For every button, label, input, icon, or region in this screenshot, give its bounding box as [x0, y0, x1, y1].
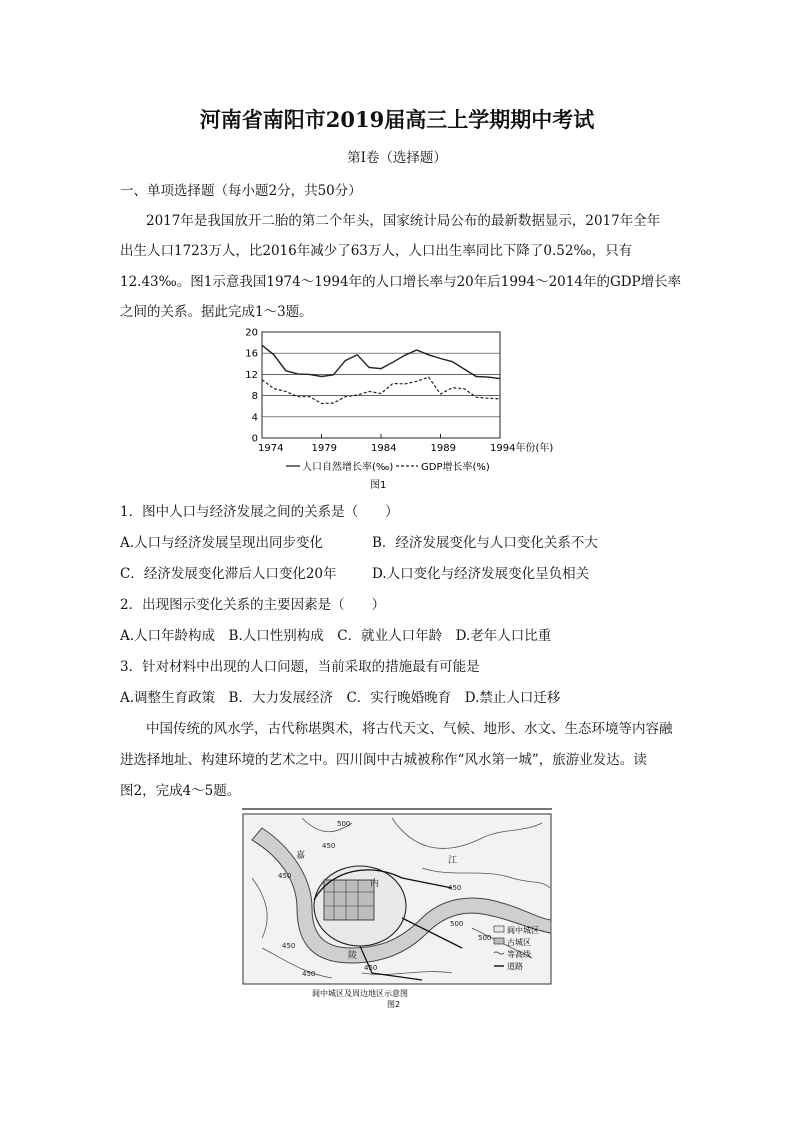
series-gdp-growth-line: [262, 377, 500, 403]
question-2: 2．出现图示变化关系的主要因素是（ ）: [120, 597, 386, 613]
x-tick-label: 1974: [258, 443, 284, 454]
contour-label: 450: [322, 842, 336, 850]
figure2-inner-caption: 阆中城区及周边地区示意图: [312, 989, 408, 998]
legend-item: 古城区: [507, 938, 531, 947]
x-tick-label: 1984: [371, 443, 397, 454]
map-label: 嘉: [296, 851, 306, 861]
x-tick-label: 1994年份(年): [490, 443, 554, 454]
contour-label: 450: [302, 970, 316, 978]
figure2-map: [242, 808, 554, 1008]
y-tick-label: 16: [245, 348, 258, 360]
y-tick-label: 12: [245, 369, 258, 381]
series-population-growth-line: [262, 345, 500, 378]
contour-label: 450: [364, 964, 378, 972]
passage1-line: 出生人口1723万人，比2016年减少了63万人，人口出生率同比下降了0.52‰，只有: [120, 243, 633, 259]
option-1d: D.人口变化与经济发展变化呈负相关: [372, 566, 590, 582]
legend-item: 道路: [507, 962, 523, 971]
figure1-chart: [238, 326, 558, 494]
passage1-line: 12.43‰。图1示意我国1974～1994年的人口增长率与20年后1994～2014年的GDP增长率: [120, 274, 682, 290]
figure1: [238, 326, 558, 498]
contour-label: 450: [278, 872, 292, 880]
page-title: 河南省南阳市2019届高三上学期期中考试: [199, 107, 595, 132]
contour-label: 450: [282, 942, 296, 950]
map-label: 内: [370, 879, 380, 889]
passage2-line: 进选择地址、构建环境的艺术之中。四川阆中古城被称作“风水第一城”，旅游业发达。读: [120, 752, 647, 768]
option-1a: A.人口与经济发展呈现出同步变化: [120, 535, 324, 551]
plot-frame: [262, 332, 500, 438]
map-label: 江: [448, 856, 458, 866]
passage1-line: 之间的关系。据此完成1～3题。: [120, 304, 313, 320]
y-tick-label: 0: [251, 433, 258, 445]
city-area: [314, 866, 406, 946]
option-1c: C．经济发展变化滞后人口变化20年: [120, 566, 337, 582]
x-tick-label: 1989: [430, 443, 456, 454]
legend-dashed: GDP增长率(%): [421, 462, 490, 473]
contour-label: 500: [450, 920, 464, 928]
contour-label: 500: [337, 820, 351, 828]
legend-solid: 人口自然增长率(‰): [302, 462, 394, 473]
contour-label: 450: [448, 884, 462, 892]
options-2: A.人口年龄构成 B.人口性别构成 C．就业人口年龄 D.老年人口比重: [120, 628, 552, 644]
x-tick-label: 1979: [311, 443, 337, 454]
y-tick-label: 4: [251, 412, 258, 424]
options-3: A.调整生育政策 B．大力发展经济 C．实行晚婚晚育 D.禁止人口迁移: [120, 690, 561, 706]
y-tick-label: 8: [251, 391, 258, 403]
passage2-line: 中国传统的风水学，古代称堪舆术，将古代天文、气候、地形、水文、生态环境等内容融: [146, 721, 673, 737]
contour-label: 500: [478, 934, 492, 942]
figure2-caption: 图2: [387, 1000, 401, 1008]
passage1-line: 2017年是我国放开二胎的第二个年头，国家统计局公布的最新数据显示，2017年全年: [146, 213, 661, 229]
legend-item: 阆中城区: [507, 926, 539, 935]
figure2: [242, 808, 554, 1012]
question-1: 1．图中人口与经济发展之间的关系是（ ）: [120, 504, 399, 520]
question-3: 3．针对材料中出现的人口问题，当前采取的措施最有可能是: [120, 659, 480, 675]
option-1b: B．经济发展变化与人口变化关系不大: [372, 535, 598, 551]
figure1-caption: 图1: [370, 480, 387, 491]
section-heading: 一、单项选择题（每小题2分，共50分）: [120, 183, 362, 199]
map-label: 陵: [348, 951, 358, 961]
passage2-line: 图2，完成4～5题。: [120, 783, 241, 799]
y-tick-label: 20: [245, 327, 258, 339]
legend-item: 等高线: [507, 950, 531, 959]
section-subtitle: 第Ⅰ卷（选择题）: [347, 150, 447, 166]
